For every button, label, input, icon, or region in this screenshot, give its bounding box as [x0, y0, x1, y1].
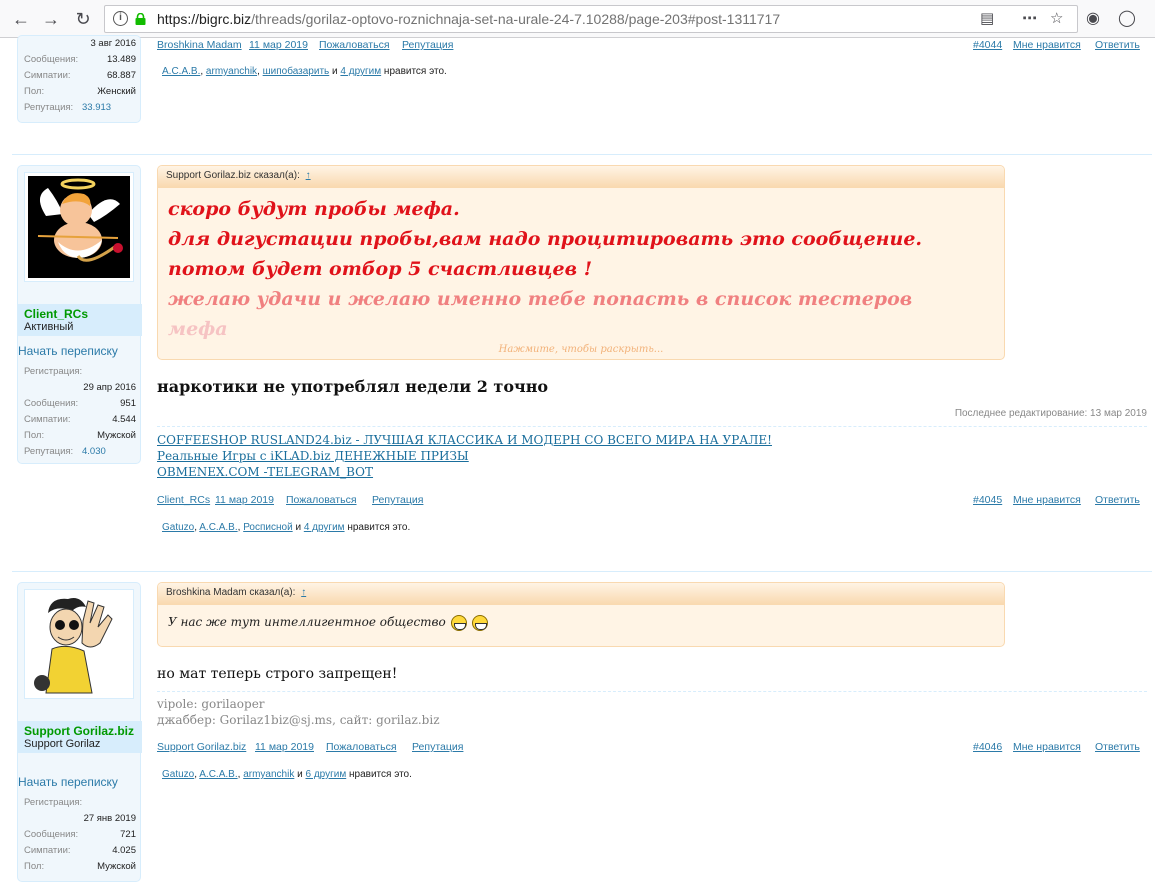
cupid-avatar-image: [28, 176, 130, 278]
signature-divider: [157, 691, 1147, 692]
others-link[interactable]: 4 другим: [340, 66, 382, 77]
liker-link[interactable]: Gatuzo: [162, 522, 195, 533]
address-bar[interactable]: [104, 5, 1078, 33]
reputation-link[interactable]: Репутация: [402, 39, 454, 51]
last-edited: Последнее редактирование: 13 мар 2019: [954, 408, 1147, 419]
date-link[interactable]: 11 мар 2019: [249, 39, 308, 51]
others-link[interactable]: 4 другим: [303, 522, 345, 533]
post-separator: [12, 154, 1152, 155]
reply-link[interactable]: Ответить: [1095, 494, 1140, 506]
date-link[interactable]: 11 мар 2019: [215, 494, 274, 506]
others-link[interactable]: 6 другим: [305, 769, 347, 780]
likes-and: и: [332, 66, 338, 77]
start-conversation-link[interactable]: Начать переписку: [18, 775, 118, 789]
quote-author: Support Gorilaz.biz сказал(а):: [166, 170, 300, 181]
user-info-panel: [17, 165, 141, 464]
reply-link[interactable]: Ответить: [1095, 741, 1140, 753]
reader-view-icon[interactable]: ▤: [980, 10, 995, 27]
user-stats: 3 авг 2016 Сообщения: 13.489 Симпатии: 68.887 Пол: Женский Репутация: 33.913: [24, 38, 136, 113]
user-title: Support Gorilaz: [24, 738, 101, 750]
username-link[interactable]: Client_RCs: [24, 307, 89, 321]
post-body-text: но мат теперь строго запрещен!: [157, 666, 398, 682]
signature-line: vipole: gorilaoper: [157, 697, 265, 711]
report-link[interactable]: Пожаловаться: [319, 39, 390, 51]
reload-icon[interactable]: ↻: [75, 9, 91, 29]
like-link[interactable]: Мне нравится: [1013, 39, 1081, 51]
likes-summary: Gatuzo, A.C.A.B., armyanchik и 6 другим нравится это.: [162, 769, 412, 780]
forward-icon[interactable]: →: [42, 9, 60, 29]
register-date: 29 апр 2016: [83, 382, 136, 393]
post-body-text: наркотики не употреблял недели 2 точно: [157, 377, 549, 396]
signature-divider: [157, 426, 1147, 427]
grin-smiley-icon: [472, 615, 488, 631]
likes-summary: A.C.A.B., armyanchik, шипобазарить и 4 другим нравится это.: [162, 66, 447, 77]
user-stats: Регистрация: 29 апр 2016 Сообщения: 951 Симпатии: 4.544 Пол: Мужской Репутация: 4.030: [24, 366, 136, 457]
url-text: https://bigrc.biz/threads/gorilaz-optovo-roznichnaja-set-na-urale-24-7.10288/page-203#post-1311717: [157, 11, 781, 27]
gorillaz-avatar-image: [28, 593, 130, 695]
quote-jump-link[interactable]: ↑: [305, 170, 311, 181]
quote-line: мефа: [168, 318, 228, 340]
liker-link[interactable]: A.C.A.B.: [162, 66, 201, 77]
expand-quote-link[interactable]: Нажмите, чтобы раскрыть...: [498, 344, 664, 355]
quote-text: У нас же тут интеллигентное общество: [168, 615, 446, 629]
lock-icon: [135, 13, 146, 25]
liker-link[interactable]: armyanchik: [243, 769, 295, 780]
liker-link[interactable]: Росписной: [243, 522, 293, 533]
quote-line: желаю удачи и желаю именно тебе попасть в список тестеров: [168, 288, 913, 310]
reputation-link[interactable]: Репутация: [372, 494, 424, 506]
liker-link[interactable]: A.C.A.B.: [199, 769, 238, 780]
shield-icon[interactable]: ◯: [1118, 10, 1136, 27]
quote-block: [157, 582, 1005, 647]
reputation-link[interactable]: Репутация: [412, 741, 464, 753]
liker-link[interactable]: шипобазарить: [262, 66, 330, 77]
message-meta: [157, 39, 1147, 55]
reply-link[interactable]: Ответить: [1095, 39, 1140, 51]
quote-header: [158, 583, 1004, 605]
user-info-panel: [17, 582, 141, 882]
quote-line: скоро будут пробы мефа.: [168, 198, 460, 220]
signature-link[interactable]: COFFEESHOP RUSLAND24.biz - ЛУЧШАЯ КЛАССИКА И МОДЕРН СО ВСЕГО МИРА НА УРАЛЕ!: [157, 433, 772, 447]
like-link[interactable]: Мне нравится: [1013, 741, 1081, 753]
liker-link[interactable]: A.C.A.B.: [199, 522, 238, 533]
user-info-panel: [17, 35, 141, 123]
liker-link[interactable]: armyanchik: [205, 66, 258, 77]
quote-line: для дигустации пробы,вам надо процитировать это сообщение.: [168, 228, 923, 250]
signature-link[interactable]: Реальные Игры с iKLAD.biz ДЕНЕЖНЫЕ ПРИЗЫ: [157, 449, 469, 463]
post-number-link[interactable]: #4045: [973, 494, 1003, 506]
signature-line: джаббер: Gorilaz1biz@sj.ms, сайт: gorilaz.biz: [157, 713, 440, 727]
register-date: 3 авг 2016: [90, 38, 136, 49]
quote-line: потом будет отбор 5 счастливцев !: [168, 258, 593, 280]
likes-tail: нравится это.: [347, 522, 411, 533]
avatar[interactable]: [24, 589, 134, 699]
signature-link[interactable]: OBMENEX.COM -TELEGRAM_BOT: [157, 465, 374, 479]
quote-block: [157, 165, 1005, 360]
user-name-block: [18, 304, 142, 336]
user-stats: Регистрация: 27 янв 2019 Сообщения: 721 Симпатии: 4.025 Пол: Мужской: [24, 797, 136, 872]
author-link[interactable]: Support Gorilaz.biz: [157, 741, 247, 753]
bookmark-star-icon[interactable]: ☆: [1050, 10, 1064, 27]
username-link[interactable]: Support Gorilaz.biz: [24, 724, 134, 738]
user-name-block: [18, 721, 142, 753]
browser-toolbar: [0, 0, 1155, 38]
likes-and: и: [297, 769, 303, 780]
back-icon[interactable]: ←: [12, 9, 30, 29]
page-actions-icon[interactable]: ⋯: [1022, 10, 1037, 27]
likes-tail: нравится это.: [349, 769, 412, 780]
likes-and: и: [295, 522, 302, 533]
message-meta: [157, 741, 1147, 757]
quote-body: [158, 605, 1004, 641]
like-link[interactable]: Мне нравится: [1013, 494, 1081, 506]
likes-summary: Gatuzo, A.C.A.B., Росписной и 4 другим нравится это.: [162, 522, 411, 533]
post-number-link[interactable]: #4044: [973, 39, 1003, 51]
thread-page: [0, 39, 1155, 873]
post-separator: [12, 571, 1152, 572]
quote-author: Broshkina Madam сказал(а):: [166, 587, 296, 598]
liker-link[interactable]: Gatuzo: [162, 769, 195, 780]
extension-icon[interactable]: ◉: [1086, 10, 1100, 27]
report-link[interactable]: Пожаловаться: [286, 494, 357, 506]
user-title: Активный: [24, 321, 74, 333]
message-meta: [157, 494, 1147, 510]
site-info-icon[interactable]: i: [113, 11, 128, 26]
author-link[interactable]: Broshkina Madam: [157, 39, 242, 51]
quote-jump-link[interactable]: ↑: [301, 587, 307, 598]
date-link[interactable]: 11 мар 2019: [255, 741, 314, 753]
author-link[interactable]: Client_RCs: [157, 494, 211, 506]
post-number-link[interactable]: #4046: [973, 741, 1003, 753]
avatar[interactable]: [24, 172, 134, 282]
quote-header: [158, 166, 1004, 188]
register-date: 27 янв 2019: [83, 813, 136, 824]
report-link[interactable]: Пожаловаться: [326, 741, 397, 753]
grin-smiley-icon: [451, 615, 467, 631]
likes-tail: нравится это.: [383, 66, 447, 77]
start-conversation-link[interactable]: Начать переписку: [18, 344, 118, 358]
quote-body: [158, 188, 1004, 350]
